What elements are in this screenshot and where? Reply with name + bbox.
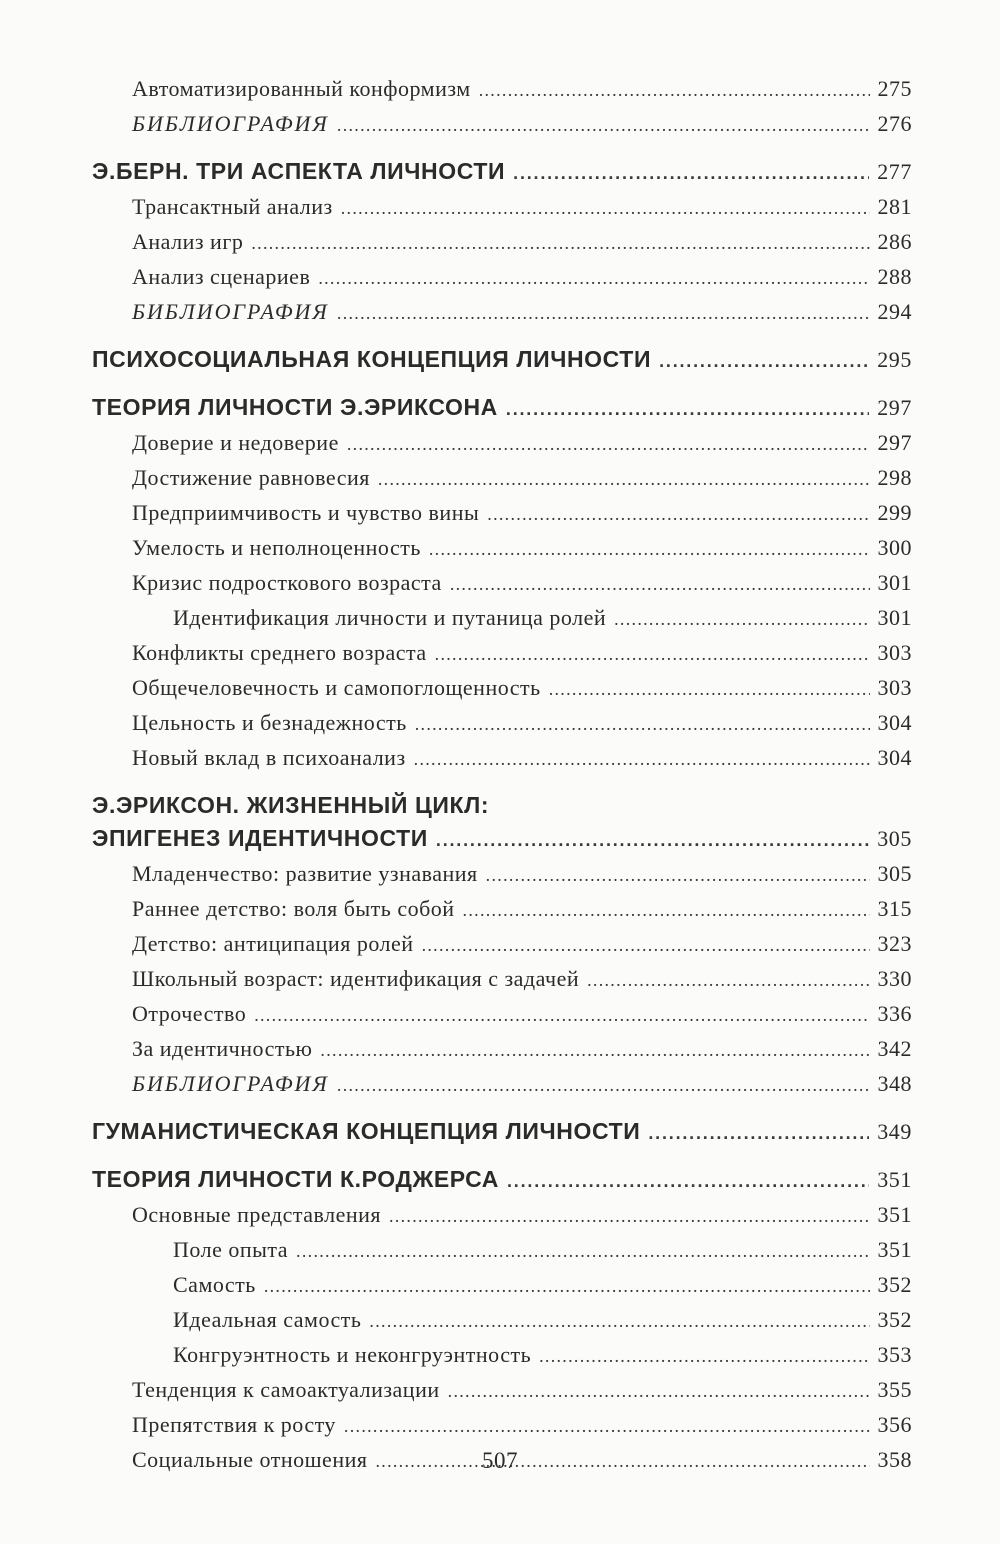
toc-entry-page: 303: [877, 675, 912, 700]
dot-leader: [507, 1165, 869, 1198]
toc-entry-title: Анализ сценариев: [132, 264, 311, 289]
toc-entry-title: БИБЛИОГРАФИЯ: [132, 299, 329, 324]
dot-leader: [549, 673, 870, 706]
toc-section-title: ТЕОРИЯ ЛИЧНОСТИ К.РОДЖЕРСА: [92, 1166, 499, 1192]
toc-entry-title: Социальные отношения: [132, 1447, 368, 1472]
toc-entry: [92, 260, 912, 295]
toc-entry-page: 330: [877, 966, 912, 991]
toc-entry: [92, 927, 912, 962]
dot-leader: [296, 1235, 869, 1268]
dot-leader: [251, 227, 869, 260]
dot-leader: [448, 1375, 870, 1408]
dot-leader: [389, 1200, 870, 1233]
dot-leader: [463, 894, 870, 927]
toc-entry-title: Анализ игр: [132, 229, 244, 254]
toc-entry-page: 281: [877, 194, 912, 219]
toc-entry-page: 297: [877, 395, 912, 420]
dot-leader: [587, 964, 869, 997]
dot-leader: [369, 1305, 869, 1338]
dot-leader: [344, 1410, 870, 1443]
toc-entry-title: Конфликты среднего возраста: [132, 640, 427, 665]
toc-entry-page: 276: [877, 111, 912, 136]
toc-subentry: [92, 601, 912, 636]
toc-entry-page: 298: [877, 465, 912, 490]
toc-entry: [92, 1198, 912, 1233]
toc-entry: [92, 72, 912, 107]
toc-entry: [92, 1032, 912, 1067]
dot-leader: [486, 859, 870, 892]
dot-leader: [513, 157, 869, 190]
toc-subentry: [92, 1338, 912, 1373]
dot-leader: [254, 999, 869, 1032]
toc-entry-title: Идеальная самость: [173, 1307, 362, 1332]
toc-entry: [92, 426, 912, 461]
toc-entry-title: Поле опыта: [173, 1237, 289, 1262]
toc-entry: [92, 531, 912, 566]
toc-section: [92, 391, 912, 426]
dot-leader: [320, 1034, 869, 1067]
toc-section-title: ГУМАНИСТИЧЕСКАЯ КОНЦЕПЦИЯ ЛИЧНОСТИ: [92, 1118, 641, 1144]
toc-entry: [92, 857, 912, 892]
toc-entry-title: Основные представления: [132, 1202, 381, 1227]
table-of-contents: [92, 72, 912, 1478]
toc-section-title: ПСИХОСОЦИАЛЬНАЯ КОНЦЕПЦИЯ ЛИЧНОСТИ: [92, 346, 652, 372]
toc-entry-page: 277: [877, 159, 912, 184]
dot-leader: [450, 568, 870, 601]
toc-entry-title: Школьный возраст: идентификация с задачей: [132, 966, 580, 991]
toc-entry-title: Автоматизированный конформизм: [132, 76, 471, 101]
toc-entry: [92, 295, 912, 330]
toc-entry-title: Предприимчивость и чувство вины: [132, 500, 480, 525]
dot-leader: [539, 1340, 869, 1373]
toc-entry-page: 305: [877, 826, 912, 851]
toc-entry: [92, 706, 912, 741]
toc-entry-title: Самость: [173, 1272, 256, 1297]
toc-entry: [92, 496, 912, 531]
dot-leader: [659, 345, 869, 378]
toc-subentry: [92, 1233, 912, 1268]
toc-entry-page: 353: [877, 1342, 912, 1367]
toc-entry-title: БИБЛИОГРАФИЯ: [132, 111, 329, 136]
toc-entry-page: 295: [877, 347, 912, 372]
dot-leader: [614, 603, 869, 636]
toc-section: [92, 155, 912, 190]
dot-leader: [378, 463, 870, 496]
toc-entry-page: 352: [877, 1307, 912, 1332]
toc-entry-title: Достижение равновесия: [132, 465, 370, 490]
toc-section-title-line1: Э.ЭРИКСОН. ЖИЗНЕННЫЙ ЦИКЛ:: [92, 792, 490, 818]
dot-leader: [318, 262, 869, 295]
dot-leader: [435, 638, 870, 671]
toc-entry-title: Детство: антиципация ролей: [132, 931, 414, 956]
toc-entry-page: 315: [877, 896, 912, 921]
toc-entry: [92, 1408, 912, 1443]
toc-subentry: [92, 1268, 912, 1303]
dot-leader: [422, 929, 870, 962]
toc-entry-page: 299: [877, 500, 912, 525]
toc-section-title: ТЕОРИЯ ЛИЧНОСТИ Э.ЭРИКСОНА: [92, 394, 498, 420]
toc-entry-page: 348: [877, 1071, 912, 1096]
dot-leader: [487, 498, 869, 531]
toc-section-title: ЭПИГЕНЕЗ ИДЕНТИЧНОСТИ: [92, 825, 428, 851]
toc-entry-page: 275: [877, 76, 912, 101]
toc-entry-title: Раннее детство: воля быть собой: [132, 896, 455, 921]
toc-entry-page: 301: [877, 605, 912, 630]
toc-entry: [92, 107, 912, 142]
dot-leader: [337, 109, 870, 142]
toc-section: [92, 1115, 912, 1150]
toc-entry-page: 303: [877, 640, 912, 665]
toc-entry-title: БИБЛИОГРАФИЯ: [132, 1071, 329, 1096]
toc-entry: [92, 1373, 912, 1408]
dot-leader: [414, 743, 870, 776]
dot-leader: [479, 74, 870, 107]
dot-leader: [648, 1117, 869, 1150]
toc-entry-title: Цельность и безнадежность: [132, 710, 407, 735]
toc-entry-title: Трансактный анализ: [132, 194, 333, 219]
toc-section: [92, 822, 912, 857]
toc-entry: [92, 190, 912, 225]
toc-entry-title: Умелость и неполноценность: [132, 535, 421, 560]
page-number: 507: [482, 1448, 518, 1473]
toc-entry: [92, 997, 912, 1032]
toc-entry-page: 355: [877, 1377, 912, 1402]
toc-entry-title: Новый вклад в психоанализ: [132, 745, 406, 770]
toc-entry: [92, 566, 912, 601]
toc-entry-title: Младенчество: развитие узнавания: [132, 861, 478, 886]
toc-entry-title: Конгруэнтность и неконгруэнтность: [173, 1342, 532, 1367]
toc-entry-page: 294: [877, 299, 912, 324]
toc-entry: [92, 892, 912, 927]
dot-leader: [337, 1069, 870, 1102]
toc-entry-page: 323: [877, 931, 912, 956]
toc-entry-title: Тенденция к самоактуализации: [132, 1377, 440, 1402]
toc-entry-page: 342: [877, 1036, 912, 1061]
dot-leader: [436, 824, 869, 857]
toc-subentry: [92, 1303, 912, 1338]
toc-entry-page: 301: [877, 570, 912, 595]
toc-entry: [92, 1067, 912, 1102]
toc-entry: [92, 741, 912, 776]
toc-entry-page: 356: [877, 1412, 912, 1437]
toc-section-title: Э.БЕРН. ТРИ АСПЕКТА ЛИЧНОСТИ: [92, 158, 506, 184]
toc-entry-title: Препятствия к росту: [132, 1412, 336, 1437]
toc-entry-title: Доверие и недоверие: [132, 430, 339, 455]
toc-entry-page: 288: [877, 264, 912, 289]
toc-entry: [92, 225, 912, 260]
toc-entry: [92, 962, 912, 997]
dot-leader: [506, 393, 869, 426]
toc-entry-title: Общечеловечность и самопоглощенность: [132, 675, 541, 700]
toc-entry-page: 351: [877, 1167, 912, 1192]
dot-leader: [341, 192, 870, 225]
toc-section: [92, 343, 912, 378]
toc-entry-title: Идентификация личности и путаница ролей: [173, 605, 607, 630]
toc-entry: [92, 636, 912, 671]
toc-entry-page: 349: [877, 1119, 912, 1144]
dot-leader: [264, 1270, 870, 1303]
toc-entry-title: За идентичностью: [132, 1036, 313, 1061]
toc-entry-page: 297: [877, 430, 912, 455]
toc-entry-page: 305: [877, 861, 912, 886]
toc-entry-page: 351: [877, 1237, 912, 1262]
dot-leader: [337, 297, 870, 330]
toc-entry-page: 304: [877, 710, 912, 735]
toc-entry-title: Кризис подросткового возраста: [132, 570, 442, 595]
toc-entry-page: 351: [877, 1202, 912, 1227]
toc-section: [92, 1163, 912, 1198]
toc-entry: [92, 671, 912, 706]
toc-entry-title: Отрочество: [132, 1001, 247, 1026]
toc-entry-page: 286: [877, 229, 912, 254]
toc-entry-page: 358: [877, 1447, 912, 1472]
toc-entry: [92, 461, 912, 496]
toc-entry-page: 352: [877, 1272, 912, 1297]
toc-entry-page: 304: [877, 745, 912, 770]
dot-leader: [429, 533, 870, 566]
toc-entry-page: 300: [877, 535, 912, 560]
toc-entry-page: 336: [877, 1001, 912, 1026]
dot-leader: [347, 428, 870, 461]
dot-leader: [415, 708, 870, 741]
